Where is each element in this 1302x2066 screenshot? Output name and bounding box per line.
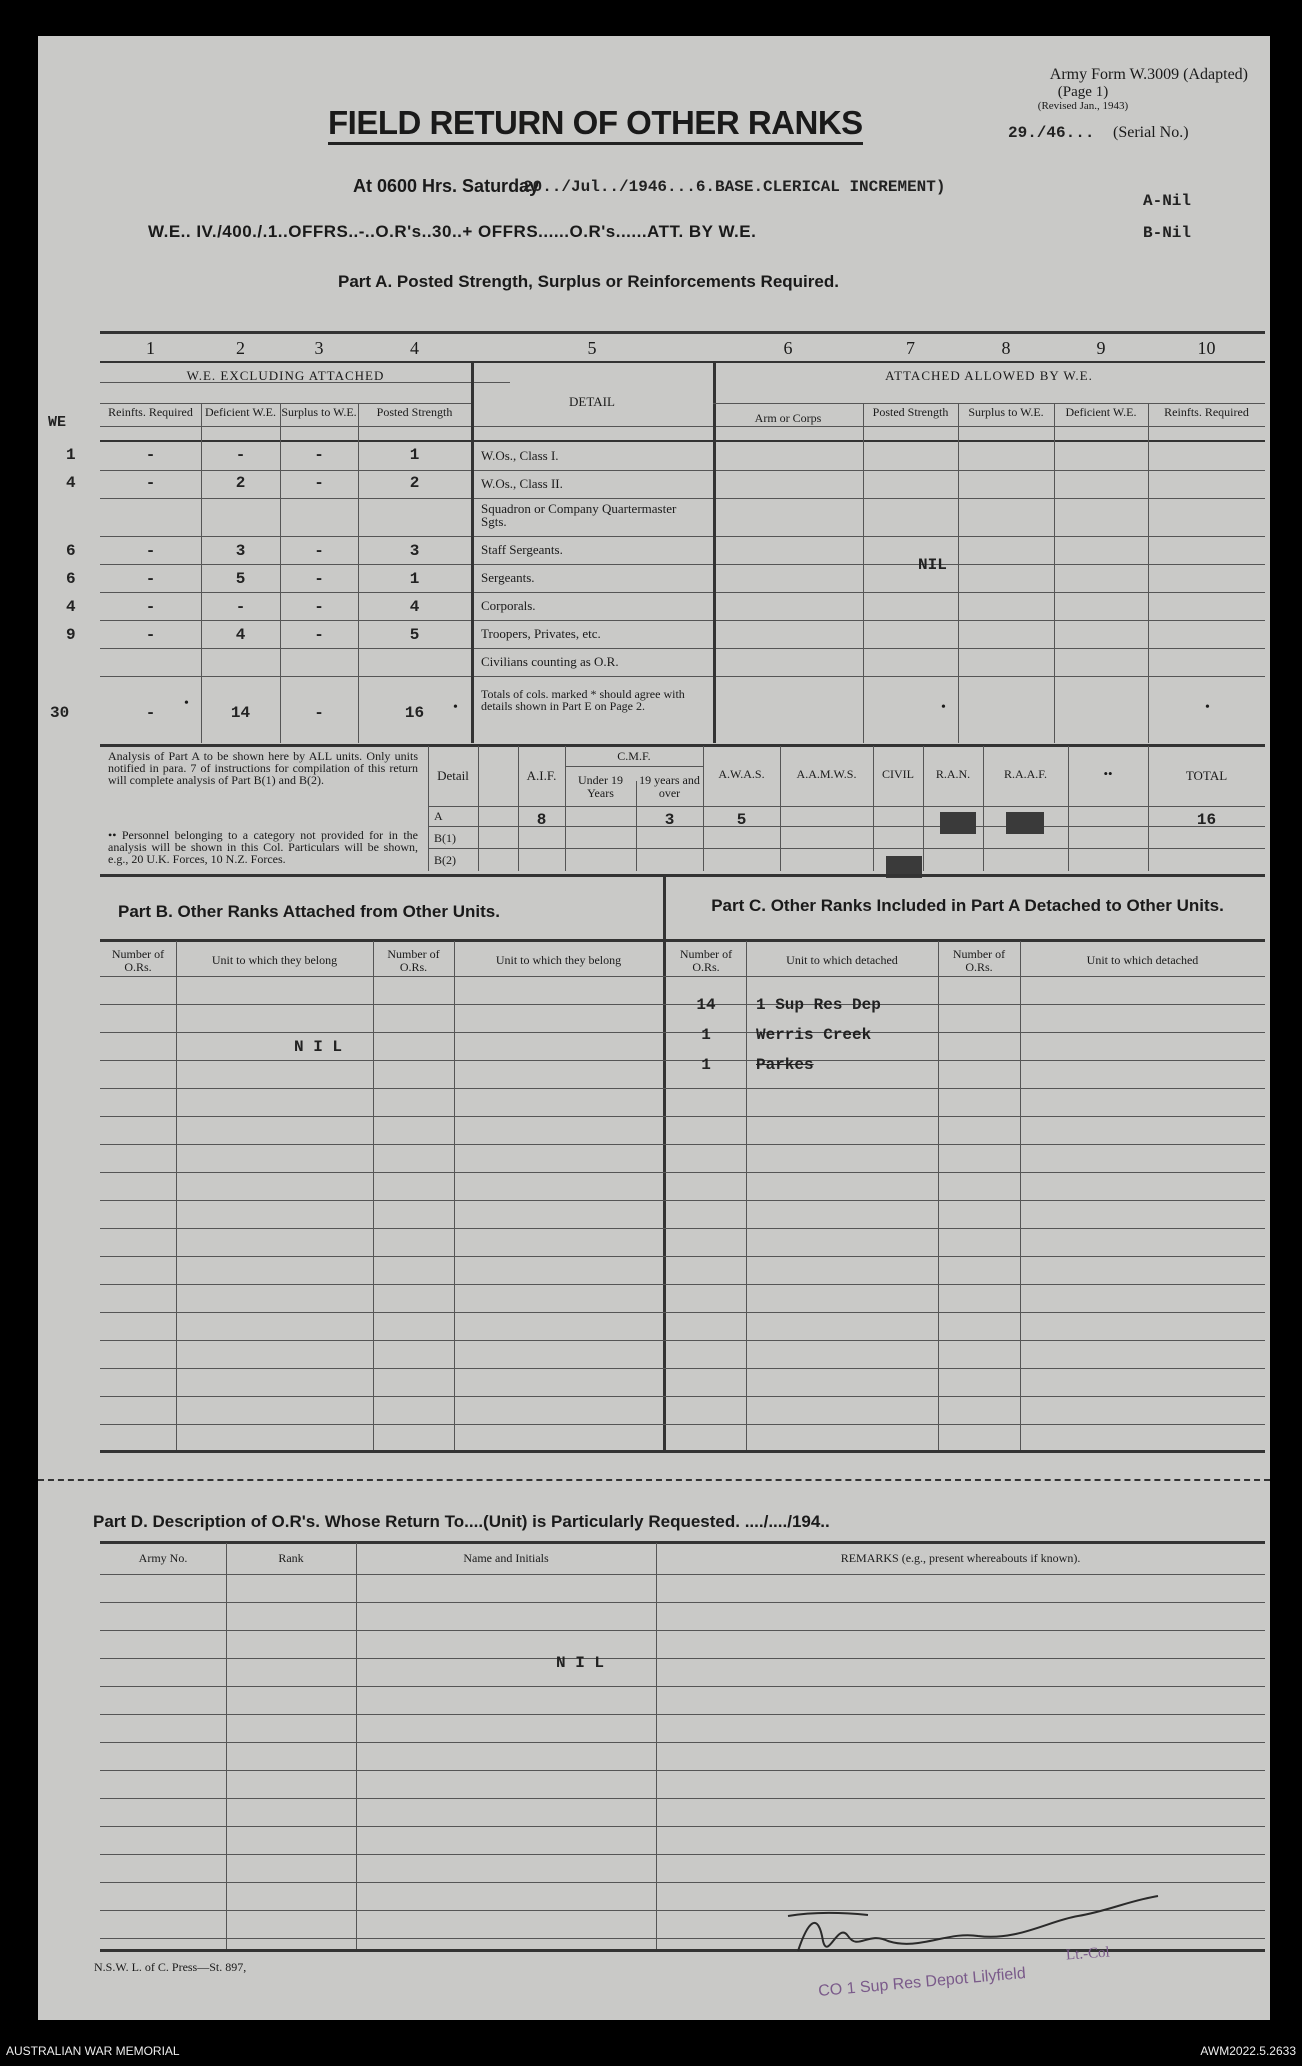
- col-heading: Surplus to W.E.: [281, 405, 357, 419]
- signature: [778, 1881, 1178, 1971]
- detached-unit: Parkes: [756, 1056, 814, 1074]
- analysis-other: ••: [1103, 766, 1113, 781]
- over19-value: 3: [664, 811, 675, 829]
- attached-allowed-heading: ATTACHED ALLOWED BY W.E.: [885, 368, 1093, 383]
- star-mark: •: [184, 696, 189, 711]
- we-value: 4: [66, 474, 76, 492]
- part-b-unit: Unit to which they belong: [495, 953, 622, 967]
- perforation-line: [38, 1479, 1270, 1481]
- cell: -: [145, 626, 156, 644]
- col-heading: Surplus to W.E.: [968, 405, 1044, 419]
- col-number: 7: [906, 338, 915, 358]
- we-excluding-heading: W.E. EXCLUDING ATTACHED: [186, 368, 385, 383]
- page-number: (Page 1): [1057, 84, 1109, 100]
- analysis-over19: 19 years and over: [639, 773, 700, 800]
- cell: -: [145, 542, 156, 560]
- cell: 3: [409, 542, 420, 560]
- cell: -: [235, 446, 246, 464]
- serial-value: 29./46...: [1008, 124, 1095, 142]
- analysis-ran: R.A.N.: [935, 767, 971, 781]
- side-note-b: B-Nil: [1143, 224, 1192, 242]
- we-value: 9: [66, 626, 76, 644]
- col-heading: Reinfts. Required: [108, 405, 193, 419]
- report-time: At 0600 Hrs. Saturday: [353, 176, 540, 196]
- totals-note: Totals of cols. marked * should agree with details shown in Part E on Page 2.: [481, 687, 685, 713]
- part-c-unit: Unit to which detached: [1086, 953, 1199, 967]
- cell: 2: [235, 474, 246, 492]
- detail-label: Corporals.: [481, 598, 536, 613]
- part-d-col: Army No.: [138, 1551, 188, 1565]
- total-cell: 14: [230, 704, 251, 722]
- analysis-civil: CIVIL: [882, 767, 914, 781]
- col-heading: Posted Strength: [376, 405, 453, 419]
- detached-unit: 1 Sup Res Dep: [756, 996, 881, 1014]
- page-title: FIELD RETURN OF OTHER RANKS: [328, 104, 863, 145]
- part-d-nil: N I L: [556, 1654, 605, 1672]
- analysis-cmf: C.M.F.: [617, 749, 651, 763]
- detail-label: Staff Sergeants.: [481, 542, 563, 557]
- analysis-detail: Detail: [437, 768, 469, 783]
- col-number: 3: [314, 338, 324, 358]
- total-cell: 16: [404, 704, 425, 722]
- credit-left: AUSTRALIAN WAR MEMORIAL: [6, 2044, 180, 2058]
- cell: -: [314, 598, 324, 616]
- cell: -: [314, 570, 324, 588]
- total-cell: -: [145, 704, 156, 722]
- col-number: 6: [783, 338, 793, 358]
- star-mark: •: [1205, 700, 1210, 715]
- signature-rank: Lt.-Col: [1065, 1944, 1111, 1964]
- awas-value: 5: [736, 811, 747, 829]
- cell: -: [314, 446, 324, 464]
- analysis-row-b2: B(2): [434, 853, 456, 867]
- col-heading: Deficient W.E.: [1065, 405, 1137, 419]
- col-heading: Posted Strength: [872, 405, 949, 419]
- total-cell: -: [314, 704, 324, 722]
- part-c-unit: Unit to which detached: [786, 953, 898, 967]
- cell: 2: [409, 474, 420, 492]
- part-c-number: Number of O.Rs.: [679, 947, 733, 974]
- report-date-unit: 20../Jul../1946...6.BASE.CLERICAL INCREMENT): [523, 178, 946, 196]
- col-number: 8: [1001, 338, 1011, 358]
- col-heading: Reinfts. Required: [1164, 405, 1249, 419]
- part-b-heading: Part B. Other Ranks Attached from Other Units.: [118, 902, 500, 921]
- col-number: 10: [1197, 338, 1216, 358]
- cell: -: [314, 474, 324, 492]
- star-mark: •: [941, 700, 946, 715]
- part-d-col: Rank: [278, 1551, 304, 1565]
- part-b-number: Number of O.Rs.: [111, 947, 165, 974]
- detail-heading: DETAIL: [569, 394, 615, 409]
- part-b-number: Number of O.Rs.: [387, 947, 440, 974]
- analysis-row-a: A: [434, 809, 443, 823]
- cell: -: [145, 474, 156, 492]
- col-number: 1: [146, 338, 155, 358]
- cell: 5: [409, 626, 420, 644]
- credit-right: AWM2022.5.2633: [1200, 2044, 1296, 2058]
- col-number: 4: [410, 338, 419, 358]
- part-a-heading: Part A. Posted Strength, Surplus or Reinforcements Required.: [338, 272, 839, 291]
- col-number: 9: [1096, 338, 1106, 358]
- col-heading: Arm or Corps: [754, 411, 822, 425]
- part-c-number: Number of O.Rs.: [952, 947, 1006, 974]
- cell: -: [314, 626, 324, 644]
- serial-label: (Serial No.): [1113, 124, 1189, 141]
- detail-label: W.Os., Class II.: [481, 476, 563, 491]
- unit-stamp: CO 1 Sup Res Depot Lilyfield: [817, 1964, 1027, 2001]
- analysis-aif: A.I.F.: [526, 768, 557, 783]
- analysis-note-2: •• Personnel belonging to a category not provided for in the analysis will be shown in this Col. Particulars will be shown, e.g., 20 U.K. Forces, 10 N.Z. Forces.: [108, 828, 418, 866]
- cell: -: [145, 446, 156, 464]
- redaction-block: [1006, 812, 1044, 834]
- cell: -: [145, 570, 156, 588]
- revised-date: (Revised Jan., 1943): [1037, 100, 1129, 112]
- cell: 3: [235, 542, 246, 560]
- detail-label: Troopers, Privates, etc.: [481, 626, 601, 641]
- we-line: W.E.. IV./400./.1..OFFRS..-..O.R's..30..+ OFFRS......O.R's......ATT. BY W.E.: [148, 222, 757, 241]
- redaction-block: [940, 812, 976, 834]
- aif-value: 8: [536, 811, 547, 829]
- col-heading: Deficient W.E.: [205, 405, 276, 419]
- detail-label: Civilians counting as O.R.: [481, 654, 619, 669]
- detail-label: Sergeants.: [481, 570, 535, 585]
- analysis-note: Analysis of Part A to be shown here by ALL units. Only units notified in para. 7 of instructions for compilation of this return will complete analysis of Part B(1) and B(2).: [108, 749, 418, 787]
- cell: -: [145, 598, 156, 616]
- star-mark: •: [453, 700, 458, 715]
- part-d-col: Name and Initials: [463, 1551, 549, 1565]
- analysis-total: TOTAL: [1185, 768, 1228, 783]
- we-value: 6: [66, 542, 76, 560]
- cell: 1: [409, 570, 420, 588]
- cell: -: [235, 598, 246, 616]
- attached-nil: NIL: [918, 556, 947, 574]
- analysis-under19: Under 19 Years: [578, 773, 623, 800]
- cell: 4: [409, 598, 420, 616]
- detached-unit: Werris Creek: [756, 1026, 872, 1044]
- part-b-unit: Unit to which they belong: [211, 953, 338, 967]
- part-c-heading: Part C. Other Ranks Included in Part A Detached to Other Units.: [711, 896, 1224, 915]
- detached-number: 1: [701, 1026, 711, 1044]
- we-column-label: WE: [48, 414, 67, 431]
- analysis-raaf: R.A.A.F.: [1003, 767, 1048, 781]
- cell: 1: [409, 446, 420, 464]
- printer-note: N.S.W. L. of C. Press—St. 897,: [94, 1960, 247, 1974]
- cell: 5: [235, 570, 246, 588]
- we-total: 30: [50, 704, 70, 722]
- form-sheet: [38, 36, 1270, 2020]
- col-number: 5: [587, 338, 597, 358]
- we-value: 4: [66, 598, 76, 616]
- part-d-heading: Part D. Description of O.R's. Whose Return To....(Unit) is Particularly Requested. ..../..../194..: [93, 1512, 830, 1531]
- analysis-awas: A.W.A.S.: [718, 767, 765, 781]
- we-value: 6: [66, 570, 76, 588]
- total-value: 16: [1196, 811, 1217, 829]
- detached-number: 1: [701, 1056, 711, 1074]
- side-note-a: A-Nil: [1143, 192, 1192, 210]
- we-value: 1: [66, 446, 76, 464]
- col-number: 2: [236, 338, 245, 358]
- analysis-row-b1: B(1): [434, 831, 456, 845]
- form-number: Army Form W.3009 (Adapted): [1049, 66, 1248, 83]
- part-d-col: REMARKS (e.g., present whereabouts if known).: [840, 1551, 1081, 1565]
- detached-number: 14: [696, 996, 716, 1014]
- cell: -: [314, 542, 324, 560]
- cell: 4: [235, 626, 246, 644]
- detail-label: W.Os., Class I.: [481, 448, 559, 463]
- part-b-nil: N I L: [294, 1038, 343, 1056]
- analysis-aamws: A.A.M.W.S.: [796, 767, 857, 781]
- detail-label: Squadron or Company Quartermaster Sgts.: [481, 501, 677, 529]
